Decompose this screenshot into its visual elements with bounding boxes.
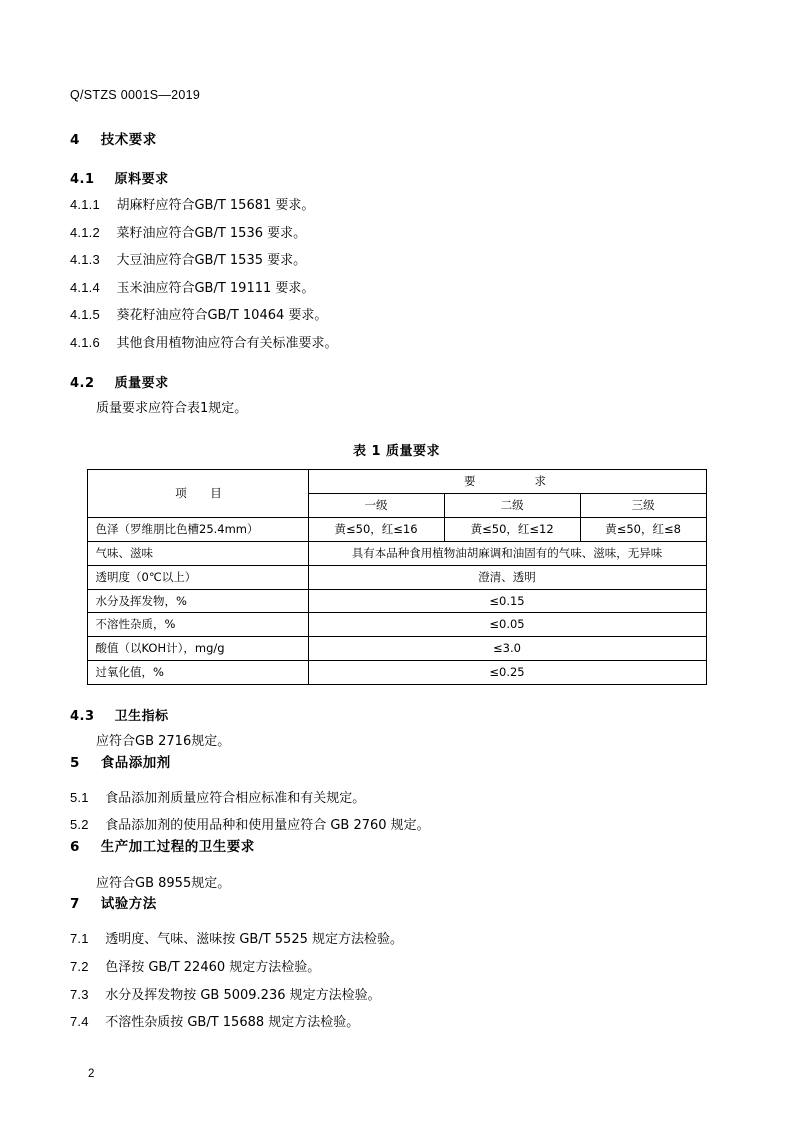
table-header-item: 项 目 [87,469,308,517]
section-5-number: 5 [70,754,80,771]
section-4-3-number: 4.3 [70,709,95,725]
table-header-row-1 [87,469,706,493]
clause-text: 大豆油应符合GB/T 1535 要求。 [116,253,307,269]
table-cell-value: ≤0.25 [308,661,706,685]
table-header-grade-3: 三级 [580,493,706,517]
table-row [87,637,706,661]
clause-number: 7.1 [70,931,89,947]
table-header-grade-1: 一级 [308,493,444,517]
clause-number: 7.2 [70,959,89,974]
clause-number: 4.1.1 [70,197,100,212]
table-row [87,661,706,685]
section-4-2-body: 质量要求应符合表1规定。 [96,401,248,417]
section-4-1-title: 原料要求 [114,172,169,187]
clause-7-4 [70,1013,725,1032]
clause-number: 4.1.3 [70,252,100,268]
clause-4-1-3 [70,251,725,270]
clause-number: 5.2 [70,817,89,833]
clause-4-1-2 [70,224,725,243]
clause-text: 葵花籽油应符合GB/T 10464 要求。 [116,308,328,324]
table-header-requirement: 要 求 [308,469,706,493]
clause-number: 7.3 [70,986,89,1002]
section-4-2-title: 质量要求 [114,376,169,392]
clause-number: 4.1.4 [70,279,100,295]
table-cell-item: 水分及挥发物，% [87,589,308,613]
table-cell-item: 气味、滋味 [87,541,308,565]
clause-text: 透明度、气味、滋味按 GB/T 5525 规定方法检验。 [105,932,403,948]
clause-4-1-5 [70,306,725,325]
section-6-body: 应符合GB 8955规定。 [96,875,231,891]
table-cell-item: 色泽（罗维朋比色槽25.4mm） [87,517,308,541]
table-header-grade-2: 二级 [444,493,580,517]
section-4-1-number: 4.1 [70,172,95,187]
table-cell-value: 澄清、透明 [308,565,706,589]
table-row [87,541,706,565]
clause-text: 食品添加剂质量应符合相应标准和有关规定。 [105,790,366,806]
table-cell-item: 透明度（0℃以上） [87,565,308,589]
table-row [87,613,706,637]
clause-4-1-4 [70,279,725,298]
table-cell-value: 具有本品种食用植物油胡麻调和油固有的气味、滋味，无异味 [308,541,706,565]
clause-text: 水分及挥发物按 GB 5009.236 规定方法检验。 [105,987,381,1003]
clause-text: 菜籽油应符合GB/T 1536 要求。 [116,225,307,241]
section-6-title: 生产加工过程的卫生要求 [100,838,255,855]
table-cell-value: 黄≤50，红≤12 [444,517,580,541]
clause-text: 不溶性杂质按 GB/T 15688 规定方法检验。 [105,1015,360,1031]
clause-text: 玉米油应符合GB/T 19111 要求。 [116,280,315,296]
table-cell-value: 黄≤50，红≤8 [580,517,706,541]
section-4-3-body: 应符合GB 2716规定。 [96,734,231,750]
clause-7-2 [70,958,725,977]
section-4-number: 4 [70,132,80,148]
section-heading-4-2 [70,372,725,391]
clause-number: 4.1.2 [70,224,100,240]
clause-text: 食品添加剂的使用品种和使用量应符合 GB 2760 规定。 [105,818,430,834]
table-cell-value: 黄≤50，红≤16 [308,517,444,541]
section-heading-6 [70,835,725,855]
clause-7-3 [70,986,725,1005]
table-caption: 表 1 质量要求 [352,443,441,459]
clause-number: 7.4 [70,1014,89,1030]
clause-4-1-1 [70,196,725,215]
table-cell-value: ≤3.0 [308,637,706,661]
section-5-title: 食品添加剂 [100,754,171,771]
section-heading-4-3 [70,705,725,724]
section-heading-7 [70,892,725,912]
page-number: 2 [88,1068,95,1080]
table-cell-item: 过氧化值，% [87,661,308,685]
table-cell-value: ≤0.15 [308,589,706,613]
table-cell-item: 不溶性杂质，% [87,613,308,637]
clause-5-2 [70,816,725,835]
section-heading-5 [70,751,725,771]
section-heading-4-1 [70,168,725,187]
clause-number: 4.1.5 [70,307,100,323]
clause-number: 4.1.6 [70,334,100,350]
section-7-number: 7 [70,896,80,913]
clause-text: 胡麻籽应符合GB/T 15681 要求。 [116,198,315,213]
document-code: Q/STZS 0001S—2019 [70,88,201,102]
table-cell-value: ≤0.05 [308,613,706,637]
section-6-number: 6 [70,838,80,855]
clause-text: 色泽按 GB/T 22460 规定方法检验。 [105,960,321,975]
section-4-title: 技术要求 [100,132,157,148]
clause-text: 其他食用植物油应符合有关标准要求。 [116,335,338,351]
clause-7-1 [70,930,725,949]
table-cell-item: 酸值（以KOH计），mg/g [87,637,308,661]
clause-4-1-6 [70,334,725,353]
section-4-3-title: 卫生指标 [114,709,169,725]
clause-number: 5.1 [70,789,89,805]
table-row [87,517,706,541]
table-row [87,589,706,613]
clause-5-1 [70,789,725,808]
table-row [87,565,706,589]
section-7-title: 试验方法 [100,896,157,913]
section-heading-4 [70,128,725,148]
quality-requirements-table [87,469,707,685]
section-4-2-number: 4.2 [70,376,95,392]
